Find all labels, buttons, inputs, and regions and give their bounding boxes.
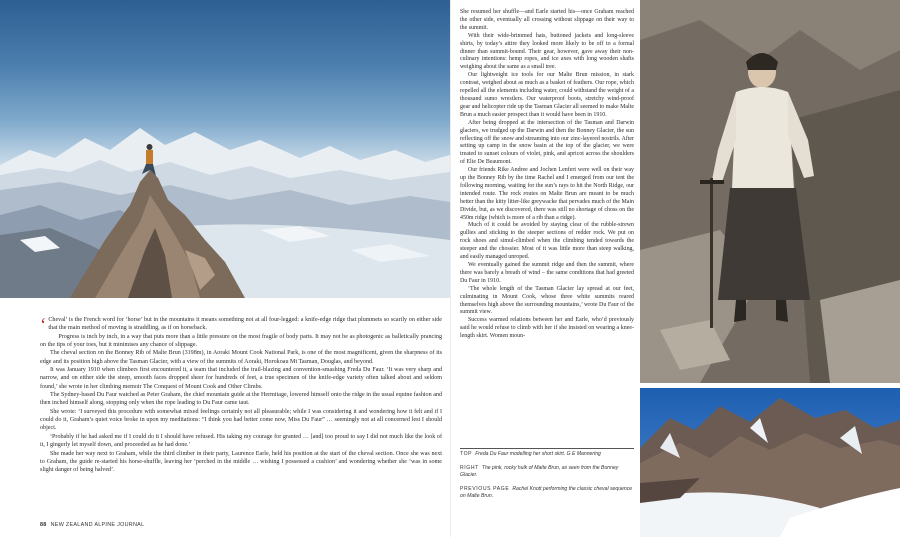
- body-paragraph: ‘ Cheval’ is the French word for ‘horse’ but in the mountains it means something not at all four-legged: a knife-edge ridge that plummets so scarily on either side that the main method of moving is straddling, as if on horseback.: [40, 315, 442, 336]
- right-body-text: [460, 9, 634, 341]
- drop-quote-mark: ‘: [40, 315, 47, 336]
- body-paragraph: Progress is inch by inch, in a way that puts more than a little pressure on the most fragile of body parts. It may not be as photogenic as balletically prancing on the tips of your toes, but it minimises any chance of slippage.: [40, 333, 442, 349]
- body-paragraph: The Sydney-based Du Faur watched as Peter Graham, the chief mountain guide at the Hermitage, lowered himself onto the ridge in the usual equine fashion and then inched himself along, stopping only when the rope leading to Du Faur came taut.: [40, 392, 442, 407]
- journal-name: NEW ZEALAND ALPINE JOURNAL: [50, 522, 145, 528]
- page-number: 88: [40, 522, 47, 528]
- body-paragraph: After being dropped at the intersection of the Tasman and Darwin glaciers, we trudged up the Darwin and then the Bonney Glacier, the sun reflecting off the snow and streaming into our zinc-layered nostrils. After setting up camp in the snow basin at the top of the glacier, we were treated to sunset colours of violet, pink, and apricot across the shoulders of Elie De Beaumont.: [460, 119, 634, 166]
- rocky-peak-illustration: [640, 388, 900, 537]
- page-folio: [40, 522, 144, 528]
- caption-top: TOP Freda Du Faur modelling her short skirt. G E Mannering: [460, 451, 601, 457]
- hero-photo-mountain-ridge: [0, 0, 450, 298]
- caption-divider: [460, 448, 634, 449]
- body-paragraph: Our lightweight ice tools for our Malte Brun mission, in stark contrast, weighed about as much as a basket of feathers. Our rope, which repelled all the elements including water, could withstand the weight of a thousand sumo wrestlers. Our waterproof boots, stretchy wind-proof gear and helicopter ride up the Tasman Glacier all seemed to make Malte Brun a much easier prospect than it would have been in 1910.: [460, 72, 634, 118]
- body-paragraph: Success warmed relations between her and Earle, who’d previously said he would refuse to climb with her if she insisted on wearing a knee-length skirt. Women moun-: [460, 317, 634, 340]
- photo-malte-brun-peak: [640, 388, 900, 537]
- body-paragraph: She resumed her shuffle—and Earle started his—once Graham reached the other side, eventually all crossing without slippage on their way to the summit.: [460, 9, 634, 31]
- body-paragraph: ‘Probably if he had asked me if I could do it I should have refused. His taking my courage for granted … [and] too proud to say I did not much like the look of it, I gingerly let myself down, and proceeded as he had done.’: [40, 433, 442, 449]
- body-paragraph: Our friends Rike Andree and Jochen Lenfert were well on their way up the Bonney Rib by the time Rachel and I emerged from our tent the following morning, waiting for the sun’s rays to hit the North Ridge, our intended route. The rock routes on Malte Brun are meant to be much better than the kitty litter-like greywacke that pervades much of the Main Divide, but, as we discovered, there was still no shortage of choss on the 450m ridge (which is more of a rib than a ridge).: [460, 167, 634, 221]
- body-paragraph: She made her way next to Graham, while the third climber in their party, Laurence Earle, held his position at the start of the cheval section. Once she was next to Graham, the guide re-started his horse-shuffle, leaving her ‘perched in the middle … wishing I possessed a cushion’ and wondering whether she ‘was in some slight danger of being halved’.: [40, 450, 442, 474]
- historic-photo-freda-du-faur: [640, 0, 900, 383]
- body-paragraph: Much of it could be avoided by staying clear of the rubble-strewn gullies and sticking to the steeper sections of redder rock. We put on rock shoes and simul-climbed when the climbing tended towards the steeper and the chossier. Most of it was little more than steep walking, and easily managed unroped.: [460, 222, 634, 261]
- body-paragraph: We eventually gained the summit ridge and then the summit, where there was barely a breath of wind – the same conditions that had greeted Du Faur in 1910.: [460, 262, 634, 284]
- caption-previous-page: PREVIOUS PAGE Rachel Knott performing the classic cheval sequence on Malte Brun.: [460, 486, 633, 499]
- mountain-landscape-illustration: [0, 0, 450, 298]
- body-paragraph: The cheval section on the Bonney Rib of Malte Brun (3198m), in Aoraki Mount Cook National Park, is one of the most magnificent, given the sharpness of its edge and its position high above the Tasman Glacier, with a view of the summits of Aoraki, Horokoau Mt Tasman, Douglas, and beyond.: [40, 350, 442, 365]
- body-paragraph: With their wide-brimmed hats, buttoned jackets and long-sleeve shirts, by today’s attire they looked more likely to be off to a formal dinner than summit-bound. Their gear, however, gave away their non-culinary intentions: hemp ropes, and ice axes with long wooden shafts weighing about the same as a small tree.: [460, 32, 634, 71]
- body-paragraph: It was January 1910 when climbers first encountered it, a team that included the trail-blazing and convention-smashing Freda Du Faur. ‘It was very sharp and narrow, and on either side the steep, smooth faces dropped sheer for hundreds of feet, a true specimen of the knife-edge variety often talked about and seldom found,’ she wrote in her climbing memoir The Conquest of Mount Cook and Other Climbs.: [40, 367, 442, 390]
- body-paragraph: She wrote: ‘I surveyed this procedure with somewhat mixed feelings certainly not all pleasurable; while I was considering it and wondering how it felt and if I could do it, Graham’s quiet voice broke in upon my meditations: “I think you had better come now, Miss Du Faur” … seemingly not at all concerned lest I should object.: [40, 408, 442, 432]
- body-paragraph: ‘The whole length of the Tasman Glacier lay spread at our feet, culminating in Mount Cook, whose three white summits reared themselves high above the surrounding mountains,’ wrote Du Faur of the summit view.: [460, 285, 634, 316]
- historic-portrait-illustration: [640, 0, 900, 383]
- left-body-text: [40, 316, 442, 475]
- caption-right: RIGHT The pink, rocky hulk of Malte Brun, as seen from the Bonney Glacier.: [460, 465, 619, 478]
- photo-captions: [460, 451, 634, 507]
- page-gutter: [450, 0, 451, 537]
